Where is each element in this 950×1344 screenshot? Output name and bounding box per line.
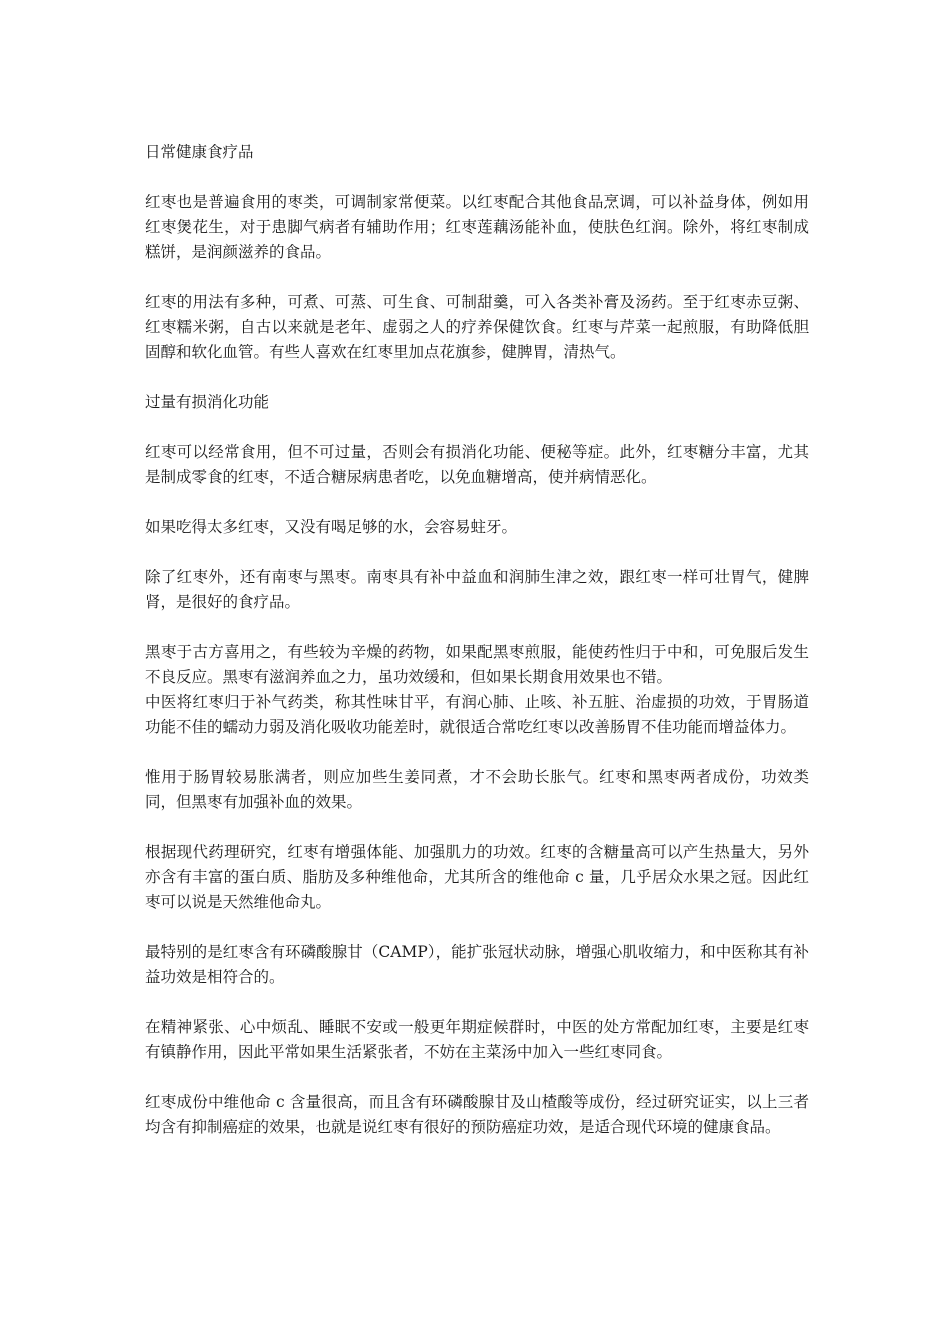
spacer <box>145 415 809 440</box>
spacer <box>145 615 809 640</box>
spacer <box>145 365 809 390</box>
spacer <box>145 815 809 840</box>
paragraph: 红枣可以经常食用，但不可过量，否则会有损消化功能、便秘等症。此外，红枣糖分丰富，尤其是制成零食的红枣，不适合糖尿病患者吃，以免血糖增高，使并病情恶化。 <box>145 443 809 486</box>
section-heading-daily-food: 日常健康食疗品 <box>145 143 254 161</box>
spacer <box>145 265 809 290</box>
document-page <box>145 140 809 1140</box>
paragraph: 红枣成份中维他命 c 含量很高，而且含有环磷酸腺甘及山楂酸等成份，经过研究证实，以上三者均含有抑制癌症的效果，也就是说红枣有很好的预防癌症功效，是适合现代环境的健康食品。 <box>145 1093 809 1136</box>
spacer <box>145 915 809 940</box>
paragraph: 黑枣于古方喜用之，有些较为辛燥的药物，如果配黑枣煎服，能使药性归于中和，可免服后发生不良反应。黑枣有滋润养血之力，虽功效缓和，但如果长期食用效果也不错。 <box>145 643 809 686</box>
paragraph: 根据现代药理研究，红枣有增强体能、加强肌力的功效。红枣的含糖量高可以产生热量大，另外亦含有丰富的蛋白质、脂肪及多种维他命，尤其所含的维他命 c 量，几乎居众水果之冠。因此红枣可以说是天然维他命丸。 <box>145 843 809 911</box>
paragraph: 除了红枣外，还有南枣与黑枣。南枣具有补中益血和润肺生津之效，跟红枣一样可壮胃气，健脾肾，是很好的食疗品。 <box>145 568 809 611</box>
spacer <box>145 540 809 565</box>
paragraph: 在精神紧张、心中烦乱、睡眠不安或一般更年期症候群时，中医的处方常配加红枣，主要是红枣有镇静作用，因此平常如果生活紧张者，不妨在主菜汤中加入一些红枣同食。 <box>145 1018 809 1061</box>
paragraph: 红枣的用法有多种，可煮、可蒸、可生食、可制甜羹，可入各类补膏及汤药。至于红枣赤豆粥、红枣糯米粥，自古以来就是老年、虚弱之人的疗养保健饮食。红枣与芹菜一起煎服，有助降低胆固醇和软化血管。有些人喜欢在红枣里加点花旗参，健脾胃，清热气。 <box>145 293 809 361</box>
paragraph: 红枣也是普遍食用的枣类，可调制家常便菜。以红枣配合其他食品烹调，可以补益身体，例如用红枣煲花生，对于患脚气病者有辅助作用；红枣莲藕汤能补血，使肤色红润。除外，将红枣制成糕饼，是润颜滋养的食品。 <box>145 193 809 261</box>
spacer <box>145 740 809 765</box>
spacer <box>145 1065 809 1090</box>
paragraph: 如果吃得太多红枣，又没有喝足够的水，会容易蛀牙。 <box>145 518 518 536</box>
spacer <box>145 990 809 1015</box>
paragraph: 惟用于肠胃较易胀满者，则应加些生姜同煮，才不会助长胀气。红枣和黑枣两者成份，功效类同，但黑枣有加强补血的效果。 <box>145 768 809 811</box>
spacer <box>145 165 809 190</box>
section-heading-overeating: 过量有损消化功能 <box>145 393 270 411</box>
paragraph: 中医将红枣归于补气药类，称其性味甘平，有润心肺、止咳、补五脏、治虚损的功效，于胃肠道功能不佳的蠕动力弱及消化吸收功能差时，就很适合常吃红枣以改善肠胃不佳功能而增益体力。 <box>145 693 809 736</box>
spacer <box>145 490 809 515</box>
paragraph: 最特别的是红枣含有环磷酸腺甘（CAMP），能扩张冠状动脉，增强心肌收缩力，和中医称其有补益功效是相符合的。 <box>145 943 809 986</box>
